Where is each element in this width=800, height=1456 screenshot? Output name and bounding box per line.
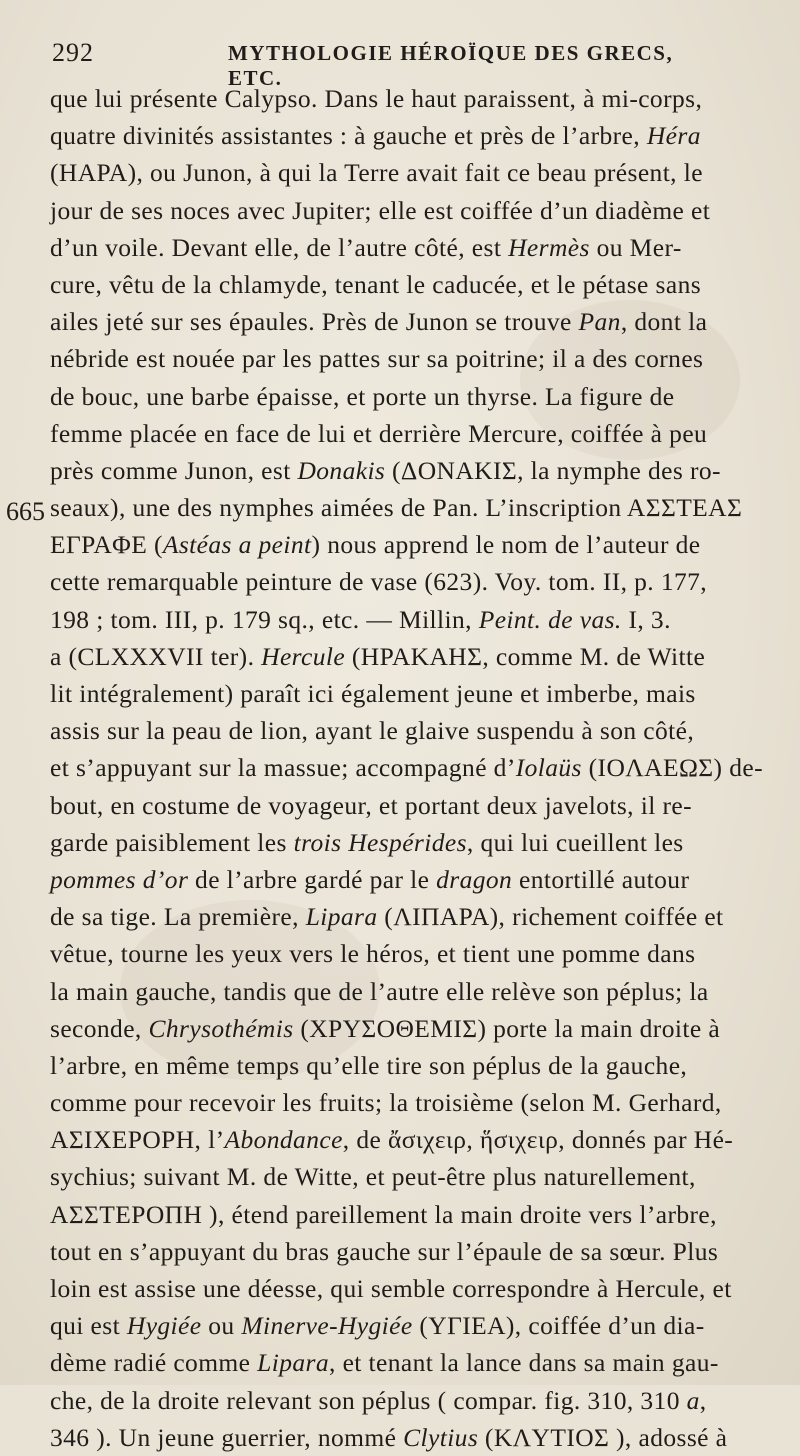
- text-line: bout, en costume de voyageur, et portant deux javelots, il re-: [50, 790, 692, 820]
- text-line: quatre divinités assistantes : à gauche et près de l’arbre, Héra: [50, 121, 701, 151]
- text-line: seconde, Chrysothémis (XPYΣOΘEMIΣ) porte la main droite à: [50, 1013, 721, 1043]
- text-line: a (CLXXXVII ter). Hercule (HPAKAHΣ, comme M. de Witte: [50, 641, 706, 671]
- text-line: la main gauche, tandis que de l’autre elle relève son péplus; la: [50, 976, 709, 1006]
- text-line: AΣΣTEPOΠH ), étend pareillement la main droite vers l’arbre,: [50, 1199, 717, 1229]
- text-line: 346 ). Un jeune guerrier, nommé Clytius (KΛYTIOΣ ), adossé à: [50, 1422, 728, 1452]
- text-line: que lui présente Calypso. Dans le haut paraissent, à mi-corps,: [50, 84, 703, 113]
- page-number: 292: [52, 38, 94, 67]
- running-head: [52, 38, 692, 90]
- text-line: sychius; suivant M. de Witte, et peut-être plus naturellement,: [50, 1162, 696, 1192]
- text-line: et s’appuyant sur la massue; accompagné d’Iolaüs (IOΛAEΩΣ) de-: [50, 753, 763, 783]
- text-line: près comme Junon, est Donakis (ΔONAKIΣ, la nymphe des ro-: [50, 455, 721, 485]
- text-line: nébride est nouée par les pattes sur sa poitrine; il a des cornes: [50, 344, 704, 374]
- text-line: lit intégralement) paraît ici également jeune et imberbe, mais: [50, 679, 696, 708]
- text-line: comme pour recevoir les fruits; la troisième (selon M. Gerhard,: [50, 1088, 722, 1118]
- text-line: jour de ses noces avec Jupiter; elle est coiffée d’un diadème et: [50, 195, 711, 225]
- text-line: vêtue, tourne les yeux vers le héros, et tient une pomme dans: [50, 939, 696, 969]
- text-line: loin est assise une déesse, qui semble correspondre à Hercule, et: [50, 1274, 732, 1303]
- text-line: dème radié comme Lipara, et tenant la lance dans sa main gau-: [50, 1348, 719, 1378]
- text-line: pommes d’or de l’arbre gardé par le dragon entortillé autour: [50, 864, 690, 894]
- text-line: l’arbre, en même temps qu’elle tire son péplus de la gauche,: [50, 1050, 688, 1080]
- text-line: cure, vêtu de la chlamyde, tenant le caducée, et le pétase sans: [50, 269, 702, 299]
- margin-figure-number: 665: [6, 497, 45, 526]
- text-line: garde paisiblement les trois Hespérides, qui lui cueillent les: [50, 827, 684, 857]
- text-line: femme placée en face de lui et derrière Mercure, coiffée à peu: [50, 418, 708, 448]
- body-text: [50, 80, 763, 1456]
- text-line: che, de la droite relevant son péplus ( compar. fig. 310, 310 a,: [50, 1385, 707, 1415]
- text-line: tout en s’appuyant du bras gauche sur l’épaule de sa sœur. Plus: [50, 1236, 719, 1266]
- running-title: MYTHOLOGIE HÉROÏQUE DES GRECS, ETC.: [228, 41, 674, 90]
- text-line: cette remarquable peinture de vase (623). Voy. tom. II, p. 177,: [50, 567, 708, 597]
- text-line: ailes jeté sur ses épaules. Près de Junon se trouve Pan, dont la: [50, 307, 708, 337]
- text-line: 198 ; tom. III, p. 179 sq., etc. — Millin, Peint. de vas. I, 3.: [50, 604, 671, 634]
- text-line: assis sur la peau de lion, ayant le glaive suspendu à son côté,: [50, 716, 695, 746]
- text-line: de sa tige. La première, Lipara (ΛIΠAPA), richement coiffée et: [50, 902, 724, 932]
- text-line: AΣIXEPOPH, l’Abondance, de ἄσιχειρ, ἥσιχειρ, donnés par Hé-: [50, 1125, 734, 1155]
- text-line: EΓPAΦE (Astéas a peint) nous apprend le nom de l’auteur de: [50, 530, 701, 560]
- text-line: seaux), une des nymphes aimées de Pan. L’inscription AΣΣTEAΣ: [50, 493, 743, 523]
- text-line: de bouc, une barbe épaisse, et porte un thyrse. La figure de: [50, 381, 675, 411]
- text-line: qui est Hygiée ou Minerve-Hygiée (YΓIEA), coiffée d’un dia-: [50, 1311, 705, 1341]
- text-line: d’un voile. Devant elle, de l’autre côté, est Hermès ou Mer-: [50, 232, 682, 262]
- text-line: (HAPA), ou Junon, à qui la Terre avait fait ce beau présent, le: [50, 158, 703, 188]
